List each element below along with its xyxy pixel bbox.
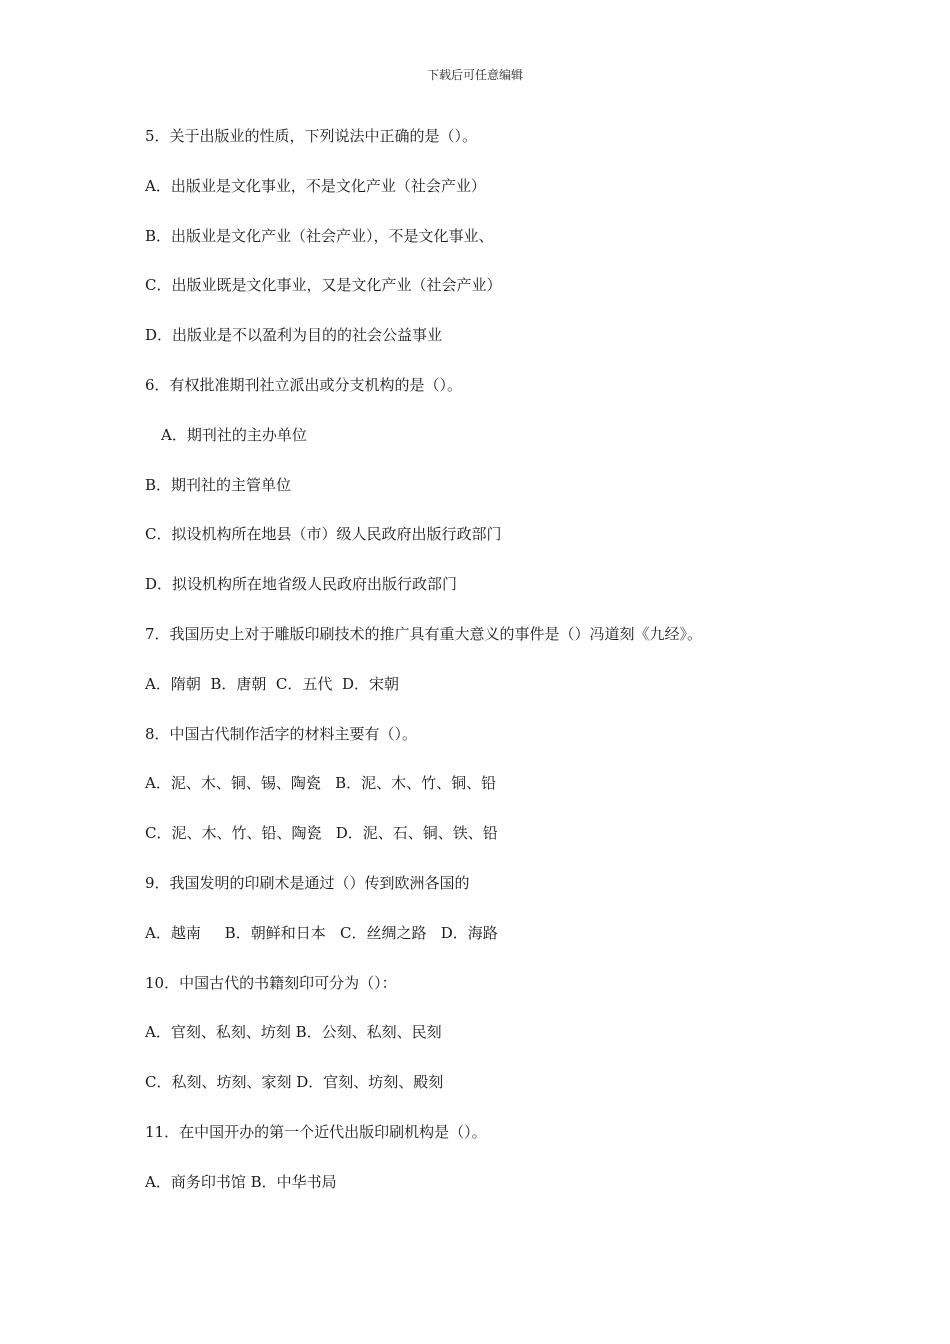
document-body xyxy=(145,124,845,1220)
option-6a: A．期刊社的主办单位 xyxy=(161,425,307,444)
question-7: 7．我国历史上对于雕版印刷技术的推广具有重大意义的事件是（）冯道刻《九经》。 xyxy=(145,624,703,643)
question-6: 6．有权批准期刊社立派出或分支机构的是（）。 xyxy=(145,375,463,394)
question-5: 5．关于出版业的性质，下列说法中正确的是（）。 xyxy=(145,127,478,145)
option-6c: C．拟设机构所在地县（市）级人民政府出版行政部门 xyxy=(145,525,502,544)
options-10ab: A．官刻、私刻、坊刻 B．公刻、私刻、民刻 xyxy=(145,1023,442,1042)
question-10: 10．中国古代的书籍刻印可分为（）： xyxy=(145,973,397,992)
option-5c: C．出版业既是文化事业，又是文化产业（社会产业） xyxy=(145,276,502,295)
option-5d: D．出版业是不以盈利为目的的社会公益事业 xyxy=(145,326,443,345)
options-10cd: C．私刻、坊刻、家刻 D．官刻、坊刻、殿刻 xyxy=(145,1073,444,1092)
option-5b: B．出版业是文化产业（社会产业），不是文化事业、 xyxy=(145,226,494,245)
question-8: 8．中国古代制作活字的材料主要有（）。 xyxy=(145,724,418,743)
options-9: A．越南 B．朝鲜和日本 C．丝绸之路 D．海路 xyxy=(145,923,498,942)
options-11: A．商务印书馆 B．中华书局 xyxy=(145,1172,337,1191)
options-8ab: A．泥、木、铜、锡、陶瓷 B．泥、木、竹、铜、铅 xyxy=(145,774,497,793)
option-6d: D．拟设机构所在地省级人民政府出版行政部门 xyxy=(145,575,458,594)
options-8cd: C．泥、木、竹、铅、陶瓷 D．泥、石、铜、铁、铅 xyxy=(145,824,498,843)
option-6b: B．期刊社的主管单位 xyxy=(145,475,292,494)
question-9: 9．我国发明的印刷术是通过（）传到欧洲各国的 xyxy=(145,873,470,892)
page-header-note: 下载后可任意编辑 xyxy=(426,68,523,82)
option-5a: A．出版业是文化事业，不是文化产业（社会产业） xyxy=(145,176,486,195)
options-7: A．隋朝 B．唐朝 C．五代 D．宋朝 xyxy=(145,674,399,693)
question-11: 11．在中国开办的第一个近代出版印刷机构是（）。 xyxy=(145,1122,487,1141)
